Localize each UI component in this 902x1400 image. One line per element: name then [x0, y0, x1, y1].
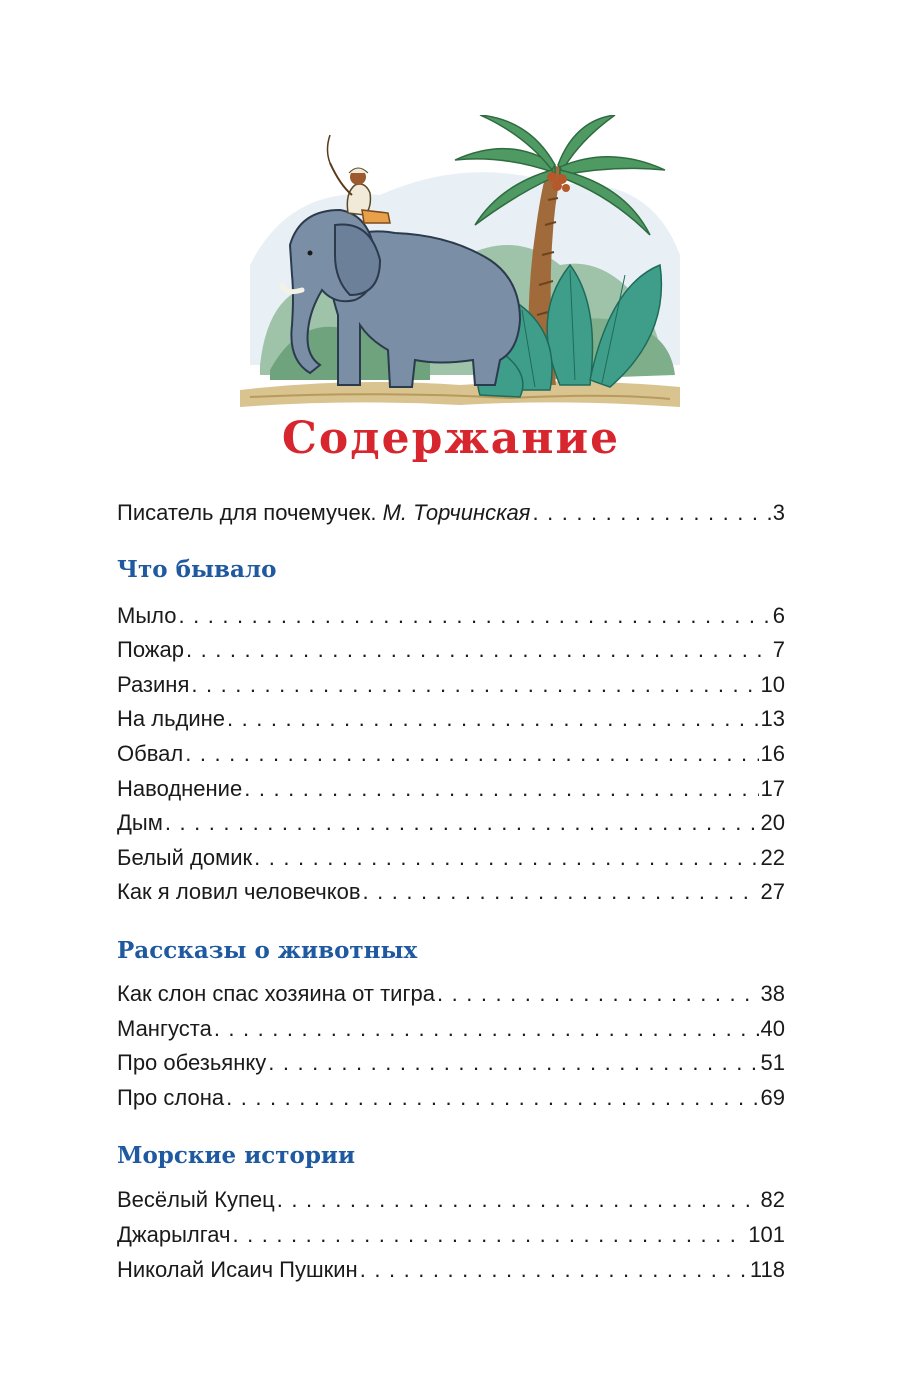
toc-entry[interactable]: [117, 633, 785, 668]
dot-leader: [227, 702, 758, 737]
toc-entry-title: Мангуста: [117, 1015, 212, 1041]
toc-entry[interactable]: [117, 1081, 785, 1116]
dot-leader: [191, 668, 758, 703]
toc-entry[interactable]: [117, 977, 785, 1012]
toc-entry-title: Наводнение: [117, 775, 243, 801]
toc-entry[interactable]: [117, 599, 785, 634]
toc-entry-intro[interactable]: [117, 496, 785, 531]
toc-entry[interactable]: [117, 1046, 785, 1081]
toc-entry-page: 13: [760, 706, 785, 732]
dot-leader: [186, 633, 771, 668]
toc-entry-page: 6: [772, 602, 785, 628]
dot-leader: [244, 772, 758, 807]
toc-entry-page: 17: [760, 775, 785, 801]
dot-leader: [226, 1081, 758, 1116]
toc-entry-page: 69: [760, 1084, 785, 1110]
toc-entry-page: 38: [760, 980, 785, 1006]
toc-entry-title: Про слона: [117, 1084, 225, 1110]
toc-entry-page: 118: [749, 1256, 785, 1282]
toc-entry-title: Белый домик: [117, 844, 253, 870]
dot-leader: [268, 1046, 758, 1081]
toc-entry-page: 3: [772, 500, 785, 525]
toc-entry[interactable]: [117, 1218, 785, 1253]
toc-entry[interactable]: [117, 702, 785, 737]
intro-title: Писатель для почемучек.: [117, 500, 377, 525]
dot-leader: [233, 1218, 747, 1253]
toc-entry[interactable]: [117, 1183, 785, 1218]
section-heading-rasskazy-o-zhivotnykh: Рассказы о животных: [117, 936, 418, 964]
toc-entry-title: Про обезьянку: [117, 1050, 267, 1076]
toc-entry[interactable]: [117, 1012, 785, 1047]
dot-leader: [360, 1253, 748, 1288]
toc-entry-title: Пожар: [117, 637, 184, 663]
page-title: Содержание: [281, 413, 621, 464]
toc-entry[interactable]: [117, 1253, 785, 1288]
section-heading-morskie-istorii: Морские истории: [117, 1142, 356, 1170]
elephant-illustration: [230, 115, 690, 415]
toc-entry-title: Как слон спас хозяина от тигра: [117, 980, 435, 1006]
table-of-contents: [117, 496, 785, 1287]
toc-entry-page: 10: [760, 671, 785, 697]
toc-entry-page: 22: [760, 844, 785, 870]
toc-entry-title: Весёлый Купец: [117, 1187, 275, 1213]
toc-entry-title: Обвал: [117, 740, 184, 766]
toc-entry-page: 20: [760, 810, 785, 836]
toc-entry-title: [117, 496, 530, 531]
dot-leader: [165, 806, 759, 841]
toc-entry-title: Джарылгач: [117, 1221, 231, 1247]
dot-leader: [178, 599, 770, 634]
toc-entry[interactable]: [117, 772, 785, 807]
toc-entry-page: 101: [748, 1221, 785, 1247]
toc-entry-page: 27: [760, 879, 785, 905]
dot-leader: [532, 496, 770, 531]
dot-leader: [363, 875, 759, 910]
dot-leader: [214, 1012, 759, 1047]
dot-leader: [254, 841, 758, 876]
toc-entry-page: 16: [760, 740, 785, 766]
toc-entry-page: 82: [760, 1187, 785, 1213]
toc-entry-title: Николай Исаич Пушкин: [117, 1256, 358, 1282]
toc-entry[interactable]: [117, 875, 785, 910]
dot-leader: [185, 737, 758, 772]
toc-entry-title: Мыло: [117, 602, 177, 628]
section-heading-chto-byvalo: Что бывало: [117, 555, 277, 583]
toc-entry[interactable]: [117, 841, 785, 876]
dot-leader: [277, 1183, 759, 1218]
toc-entry-title: Разиня: [117, 671, 190, 697]
toc-entry-page: 40: [760, 1015, 785, 1041]
toc-entry-title: Дым: [117, 810, 163, 836]
toc-entry-title: На льдине: [117, 706, 226, 732]
intro-author: М. Торчинская: [382, 500, 531, 525]
toc-entry-page: 51: [760, 1050, 785, 1076]
toc-entry-title: Как я ловил человечков: [117, 879, 361, 905]
toc-entry-page: 7: [772, 637, 785, 663]
toc-entry[interactable]: [117, 668, 785, 703]
dot-leader: [437, 977, 759, 1012]
toc-entry[interactable]: [117, 737, 785, 772]
toc-entry[interactable]: [117, 806, 785, 841]
